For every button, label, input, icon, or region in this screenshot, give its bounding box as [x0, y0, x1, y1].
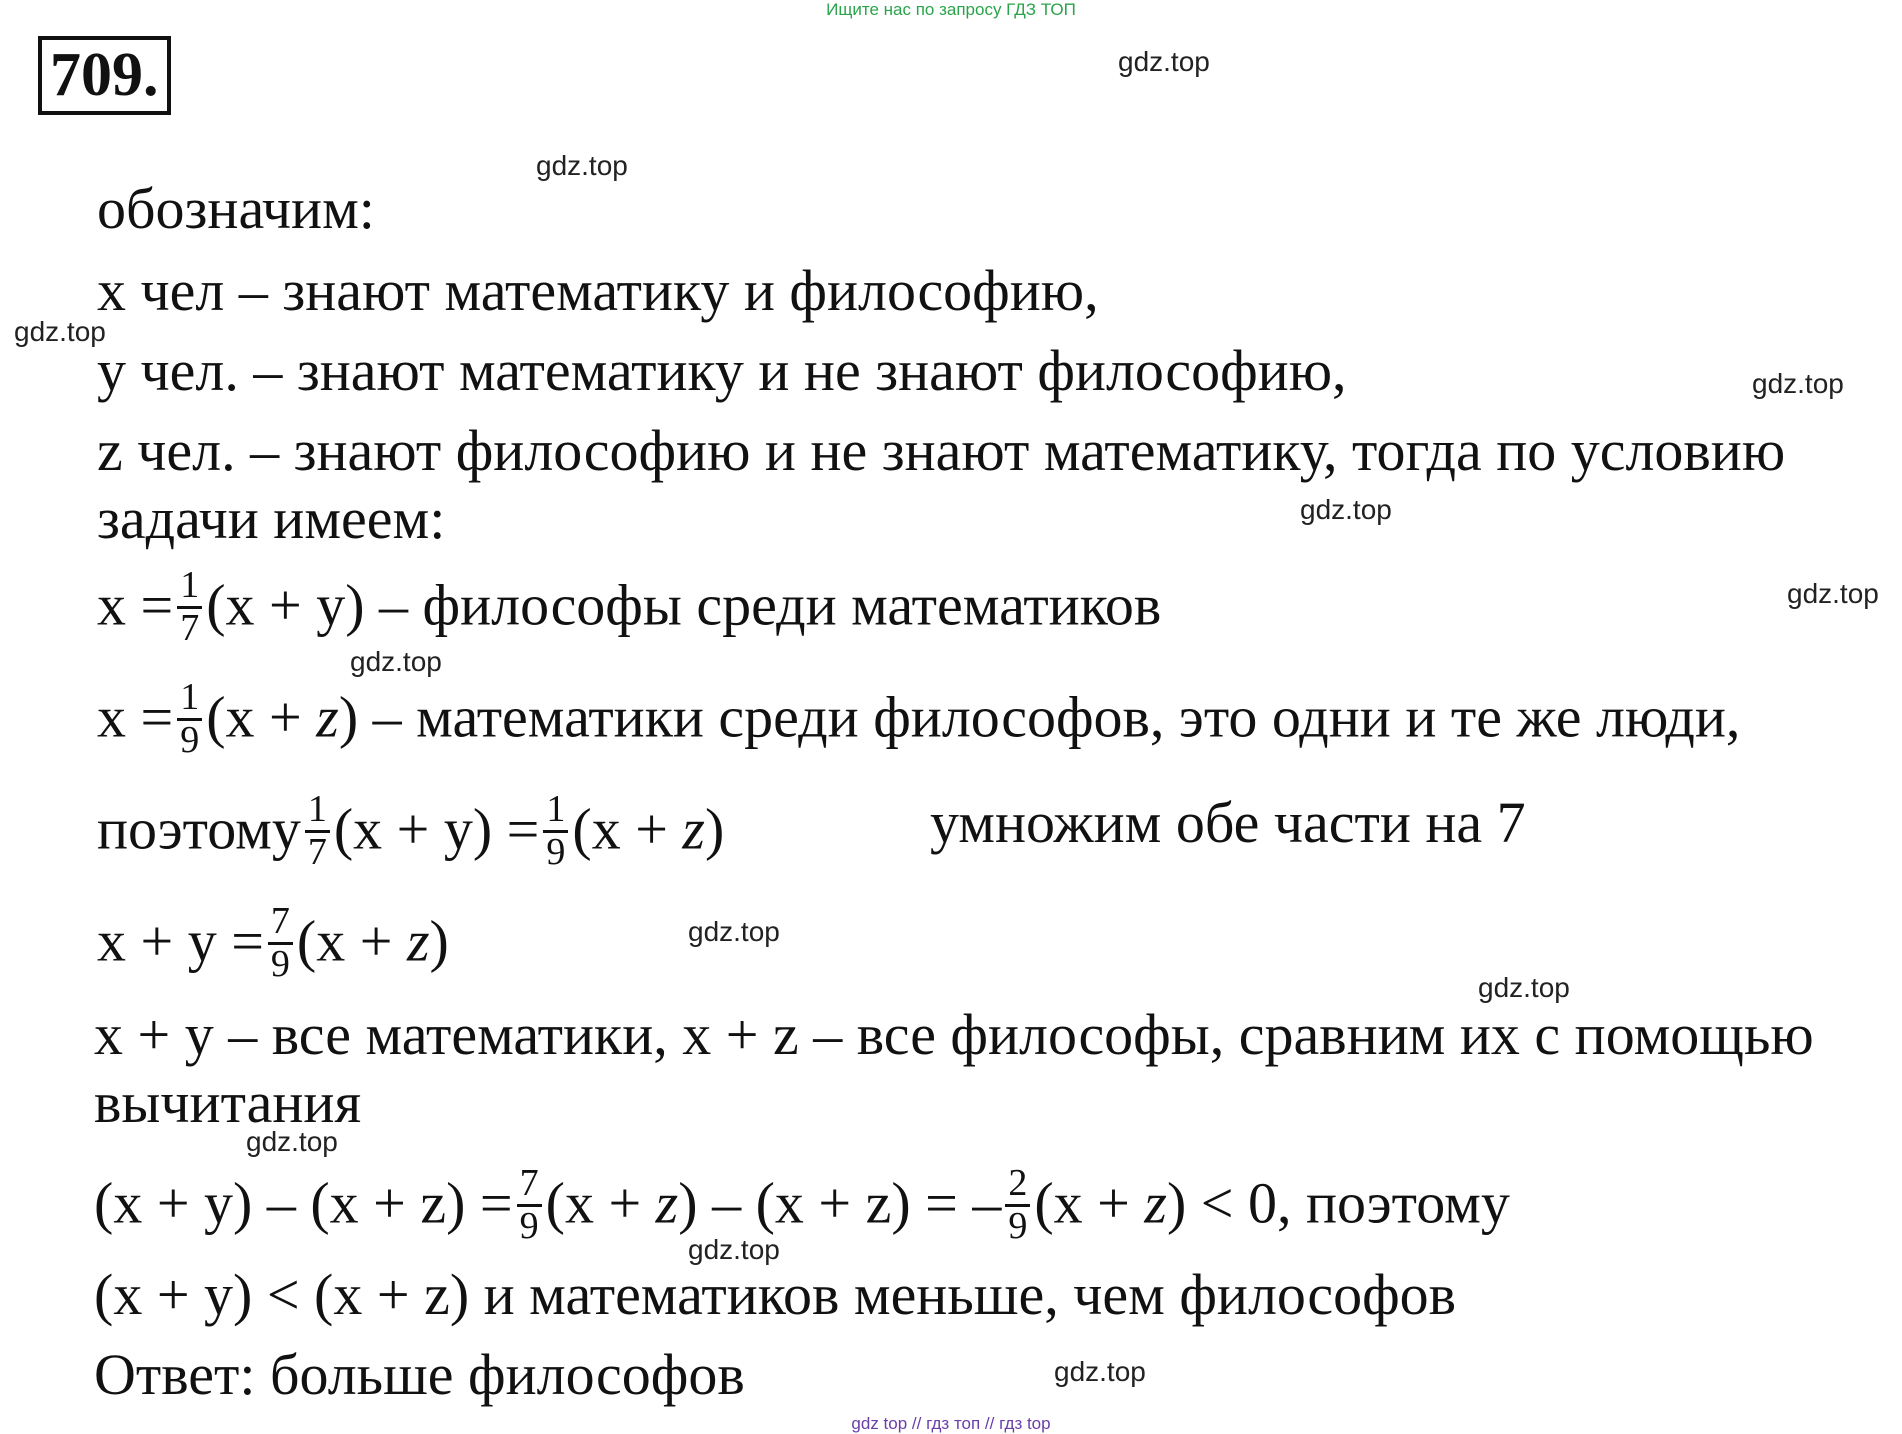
frac-num: 7: [519, 1162, 539, 1204]
eq5-lhs: (x + y) – (x + z) =: [94, 1170, 513, 1236]
equation-1: [97, 564, 1162, 653]
watermark: gdz.top: [1787, 578, 1879, 609]
line-5: задачи имеем:: [97, 486, 446, 551]
watermark: gdz.top: [14, 316, 106, 347]
watermark: gdz.top: [1118, 46, 1210, 77]
frac-den: 9: [1005, 1204, 1030, 1247]
search-hint-link[interactable]: Ищите нас по запросу ГДЗ ТОП: [826, 0, 1076, 19]
footer-links[interactable]: gdz top // гдз топ // гдз top: [851, 1414, 1051, 1433]
frac-den: 9: [543, 830, 568, 873]
eq1-rhs: (x + y) – философы среди математиков: [206, 572, 1162, 638]
line-3: y чел. – знают математику и не знают философию,: [97, 338, 1347, 403]
eq5-rhs: ) < 0, поэтому: [1166, 1170, 1510, 1236]
answer-line: Ответ: больше философов: [94, 1342, 745, 1407]
eq5-paren: (x +: [545, 1170, 656, 1236]
eq4-lhs: x + y =: [97, 908, 264, 974]
eq3-left: (x + y) =: [333, 796, 540, 862]
watermark: gdz.top: [350, 646, 442, 677]
line-13: (x + y) < (x + z) и математиков меньше, чем философов: [94, 1262, 1457, 1327]
fraction-seven-ninths: [268, 902, 293, 985]
line-1: обозначим:: [97, 176, 375, 241]
eq2-rhs: ) – математики среди философов, это одни и те же люди,: [338, 684, 1741, 750]
var-z: z: [1144, 1170, 1167, 1236]
var-z: z: [316, 684, 339, 750]
watermark: gdz.top: [1054, 1356, 1146, 1387]
line-10: x + y – все математики, x + z – все философы, сравним их с помощью: [94, 1002, 1814, 1067]
watermark: gdz.top: [1752, 368, 1844, 399]
frac-den: 7: [305, 830, 330, 873]
eq4-paren: (x +: [296, 908, 407, 974]
fraction-seven-ninths: [517, 1164, 542, 1247]
watermark: gdz.top: [688, 916, 780, 947]
line-2: x чел – знают математику и философию,: [97, 258, 1099, 323]
problem-number: 709.: [38, 36, 171, 115]
watermark: gdz.top: [688, 1234, 780, 1265]
fraction-one-seventh: [177, 566, 202, 649]
watermark: gdz.top: [246, 1126, 338, 1157]
fraction-two-ninths: [1005, 1164, 1030, 1247]
fraction-one-ninth: [177, 678, 202, 761]
eq3-prefix: поэтому: [97, 796, 301, 862]
fraction-one-seventh: [305, 790, 330, 873]
equation-3: [97, 788, 725, 877]
eq2-paren: (x +: [206, 684, 317, 750]
equation-4: [97, 900, 449, 989]
frac-num: 1: [180, 676, 200, 718]
eq3-note: умножим обе части на 7: [930, 790, 1526, 855]
eq4-close: ): [429, 908, 449, 974]
eq5-paren2: (x +: [1034, 1170, 1145, 1236]
eq3-close: ): [705, 796, 725, 862]
eq1-lhs: x =: [97, 572, 174, 638]
frac-den: 9: [177, 718, 202, 761]
frac-den: 9: [517, 1204, 542, 1247]
fraction-one-ninth: [543, 790, 568, 873]
watermark: gdz.top: [1478, 972, 1570, 1003]
frac-num: 2: [1008, 1162, 1028, 1204]
eq3-paren: (x +: [572, 796, 683, 862]
frac-den: 7: [177, 606, 202, 649]
frac-num: 1: [546, 788, 566, 830]
var-z: z: [682, 796, 705, 862]
watermark: gdz.top: [1300, 494, 1392, 525]
frac-den: 9: [268, 942, 293, 985]
line-4: z чел. – знают философию и не знают математику, тогда по условию: [97, 418, 1786, 483]
eq5-mid: ) – (x + z) = –: [678, 1170, 1002, 1236]
equation-2: [97, 676, 1741, 765]
line-11: вычитания: [94, 1070, 362, 1135]
equation-5: [94, 1162, 1510, 1251]
eq2-lhs: x =: [97, 684, 174, 750]
watermark: gdz.top: [536, 150, 628, 181]
frac-num: 1: [180, 564, 200, 606]
frac-num: 1: [307, 788, 327, 830]
var-z: z: [655, 1170, 679, 1236]
frac-num: 7: [270, 900, 290, 942]
var-z: z: [406, 908, 430, 974]
